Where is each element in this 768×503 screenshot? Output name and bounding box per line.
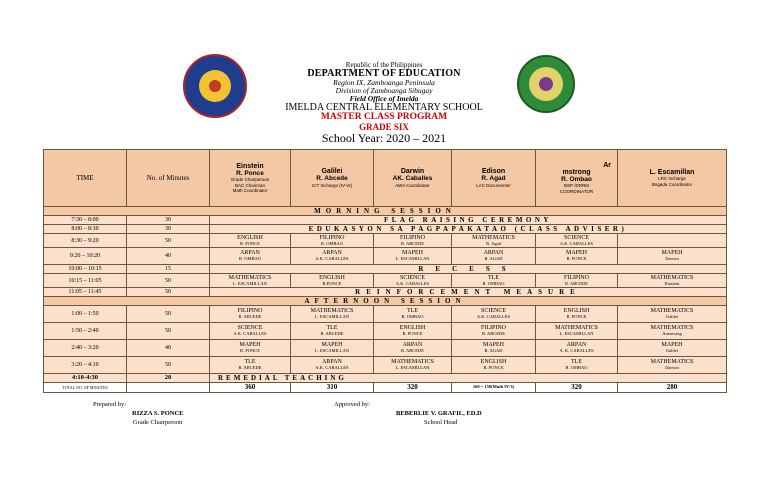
department-name: DEPARTMENT OF EDUCATION [307,68,461,79]
approved-by-title: School Head [424,419,458,426]
class-cell: MAPEH R. AGAD [452,340,536,357]
activity-band: REINFORCEMENT MEASURE [210,288,727,297]
class-cell: ENGLISH R. PONCE [210,234,291,248]
section-header-darwin: Darwin AK. Caballes AWA Coordinator [374,150,452,207]
time-cell: 9:20 – 10:20 [44,248,127,265]
time-cell: 2:40 – 3:20 [44,340,127,357]
section-header-armstrong: Ar mstrong R. Ombao BSP /DRRM COORDINATOR [536,150,618,207]
class-cell: ARPAN R. AGAD [452,248,536,265]
class-cell: SCIENCE A.K. CABALLES [536,234,618,248]
total-cell: 320 [374,383,452,393]
session-label: MORNING SESSION [44,207,727,216]
time-cell: 7:30 – 8:00 [44,216,127,225]
class-cell: ENGLISH R. PONCE [452,357,536,374]
field-office-line: Field Office of Imelda [349,94,419,103]
class-cell: FILIPINO R. ABCEDE [536,274,618,288]
afternoon-session-row [44,297,727,306]
time-cell: 8:00 – 8:30 [44,225,127,234]
class-cell: TLE R. ABCEDE [210,357,291,374]
class-cell: FILIPINO R. ABCEDE [452,323,536,340]
minutes-cell: 30 [127,225,210,234]
class-cell: MATHEMATICS Einstein [618,274,727,288]
minutes-cell: 50 [127,288,210,297]
region-line: Region IX, Zamboanga Peninsula [333,78,435,87]
table-row [44,248,727,265]
time-cell: 8:30 – 9:20 [44,234,127,248]
class-cell: FILIPINO R. OMBAO [291,234,374,248]
class-cell [618,234,727,248]
time-cell: 1:00 – 1:50 [44,306,127,323]
class-program-table [43,149,727,393]
minutes-cell: 50 [127,274,210,288]
school-year: School Year: 2020 – 2021 [321,131,447,145]
minutes-cell: 50 [127,306,210,323]
time-cell: 10:15 – 11:05 [44,274,127,288]
table-row [44,340,727,357]
table-row [44,306,727,323]
class-cell: MAPEH R. PONCE [210,340,291,357]
minutes-cell: 40 [127,340,210,357]
table-row [44,274,727,288]
totals-label: TOTAL NO. OF MINUTES [44,383,127,393]
activity-band: REMEDIAL TEACHING [210,374,727,383]
class-cell: TLE R. ABCEDE [291,323,374,340]
time-cell: 11:05 – 11:45 [44,288,127,297]
totals-empty [127,383,210,393]
table-row [44,234,727,248]
total-cell: 320 [536,383,618,393]
table-row [44,265,727,274]
time-column-header: TIME [44,150,127,207]
class-cell: ENGLISH R. PONCE [536,306,618,323]
table-row [44,288,727,297]
minutes-cell: 40 [127,248,210,265]
totals-row [44,383,727,393]
table-row [44,216,727,225]
grade-title: GRADE SIX [359,122,409,132]
class-cell: TLE R. OMBAO [374,306,452,323]
minutes-column-header: No. of Minutes [127,150,210,207]
section-header-galilei: Galilei R. Abcede ICT Incharge (IV-VI) [291,150,374,207]
table-row [44,357,727,374]
class-cell: ENGLISH R.PONCE [291,274,374,288]
class-cell: MATHEMATICS R. Agad [452,234,536,248]
school-name: IMELDA CENTRAL ELEMENTARY SCHOOL [285,102,483,113]
class-cell: MAPEH L. ESCAMILLAN [374,248,452,265]
minutes-cell: 50 [127,357,210,374]
prepared-by-name: RIZZA S. PONCE [132,410,184,417]
class-cell: SCIENCE A.K. CABALLES [452,306,536,323]
total-cell: 160 + 150(Math IV-3) [452,383,536,393]
minutes-cell: 20 [127,374,210,383]
time-cell: 3:20 – 4:10 [44,357,127,374]
prepared-by-label: Prepared by: [93,401,127,408]
class-cell: MAPEH Galilei [618,340,727,357]
class-cell: SCIENCE A.K. CABALLES [210,323,291,340]
table-header-row [44,150,727,207]
class-cell: FILIPINO R. ABCEDE [210,306,291,323]
section-header-escamillan: L. Escamillan LRC Incharge Brigada Coordinator [618,150,727,207]
class-cell: TLE R. OMBAO [536,357,618,374]
time-cell: 4:10-4:30 [44,374,127,383]
activity-band: FLAG RAISING CEREMONY [210,216,727,225]
prepared-by-title: Grade Chairperson [133,419,183,426]
republic-line: Republic of the Philippines [345,61,423,69]
class-cell: MATHEMATICS Armstrong [618,323,727,340]
minutes-cell: 15 [127,265,210,274]
class-cell: MAPEH Darwin [618,248,727,265]
morning-session-row [44,207,727,216]
class-cell: MAPEH R. PONCE [536,248,618,265]
class-cell: MATHEMATICS Darwin [618,357,727,374]
minutes-cell: 50 [127,234,210,248]
class-cell: SCIENCE A.K. CABALLES [374,274,452,288]
table-row [44,374,727,383]
class-cell: MATHEMATICS L. ESCAMILLAN [536,323,618,340]
class-cell: MATHEMATICS L. ESCAMILLAN [374,357,452,374]
approved-by-name: BEBERLIE V. GRAFIL, ED.D [396,410,482,417]
class-cell: MATHEMATICS L. ESCAMILLAN [210,274,291,288]
total-cell: 310 [291,383,374,393]
minutes-cell: 50 [127,323,210,340]
session-label: AFTERNOON SESSION [44,297,727,306]
class-cell: ARPAN A. K. CABALLES [536,340,618,357]
class-cell: FILIPINO R. ABCEDE [374,234,452,248]
total-cell: 360 [210,383,291,393]
approved-by-label: Approved by: [334,401,370,408]
program-title: MASTER CLASS PROGRAM [320,112,448,122]
class-cell: ENGLISH R. PONCE [374,323,452,340]
time-cell: 10:00 – 10:15 [44,265,127,274]
time-cell: 1:50 – 2:40 [44,323,127,340]
class-cell: ARPAN R. ABCEDE [374,340,452,357]
class-cell: MATHEMATICS Galilei [618,306,727,323]
section-header-einstein: Einstein R. Ponce Grade Chairperson BAC Chairman Math Coordinator [210,150,291,207]
class-cell: TLE R. OMBAO [452,274,536,288]
total-cell: 280 [618,383,727,393]
class-cell: ARPAN A.K. CABALLES [291,248,374,265]
division-line: Division of Zamboanga Sibugay [335,86,433,95]
class-cell: MATHEMATICS L. ESCAMILLAN [291,306,374,323]
class-cell: ARPAN R. OMBAO [210,248,291,265]
section-header-edison: Edison R. Agad LAC Documenter [452,150,536,207]
activity-band: RECESS [210,265,727,274]
class-cell: MAPEH L. ESCAMILLAN [291,340,374,357]
activity-band: EDUKASYON SA PAGPAPAKATAO (CLASS ADVISER) [210,225,727,234]
minutes-cell: 30 [127,216,210,225]
table-row [44,225,727,234]
class-cell: ARPAN A.K. CABALLES [291,357,374,374]
table-row [44,323,727,340]
